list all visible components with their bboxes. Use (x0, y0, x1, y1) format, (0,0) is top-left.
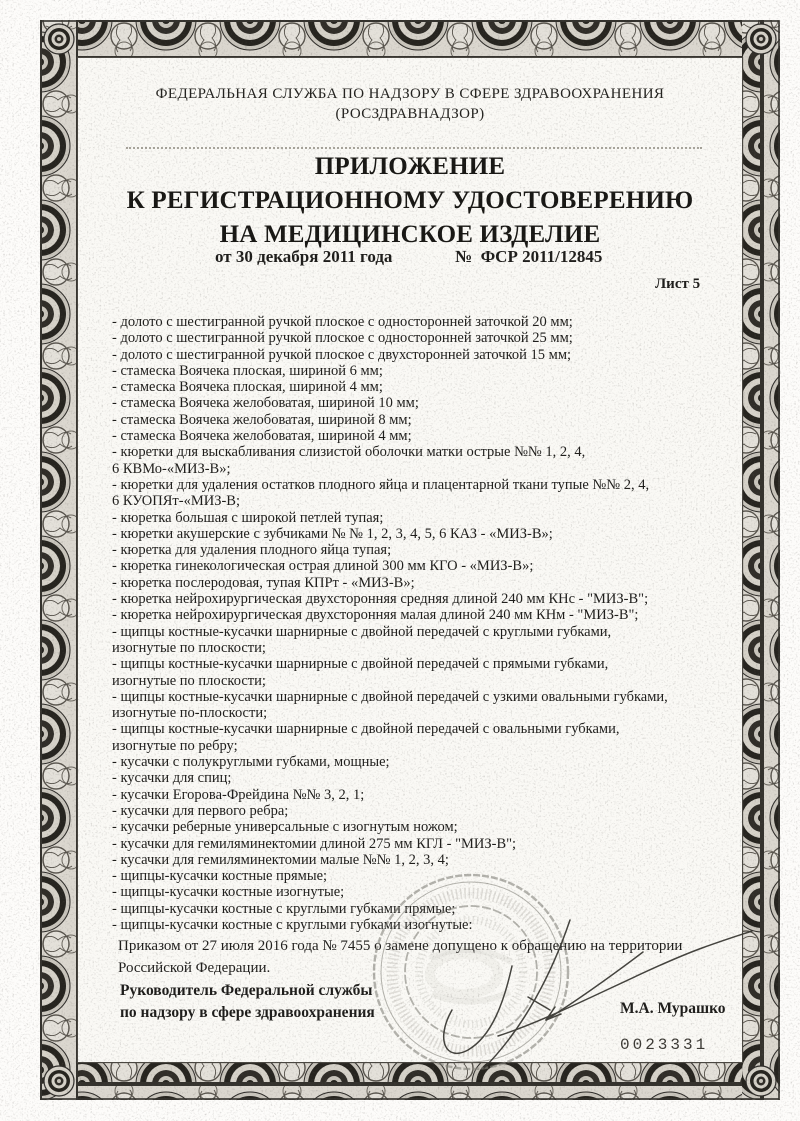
dotted-separator (126, 147, 702, 149)
device-list-line: - кусачки Егорова-Фрейдина №№ 3, 2, 1; (112, 786, 365, 803)
order-paragraph-line1: Приказом от 27 июля 2016 года № 7455 о замене допущено к обращению на территории (118, 938, 683, 954)
device-list-line: - кюретка послеродовая, тупая КПРт - «МИЗ-В»; (112, 574, 415, 591)
registration-number: № ФСР 2011/12845 (455, 247, 603, 266)
agency-shortname-line: (РОСЗДРАВНАДЗОР) (335, 106, 485, 122)
device-list-line: - стамеска Воячека желобоватая, шириной 8 мм; (112, 411, 412, 428)
agency-name-line: ФЕДЕРАЛЬНАЯ СЛУЖБА ПО НАДЗОРУ В СФЕРЕ ЗДРАВООХРАНЕНИЯ (155, 86, 665, 102)
signer-title (120, 980, 375, 1024)
device-list-line: - стамеска Воячека плоская, шириной 6 мм; (112, 362, 383, 379)
device-list-line: - стамеска Воячека желобоватая, шириной 10 мм; (112, 395, 419, 412)
device-list-line: - долото с шестигранной ручкой плоское с односторонней заточкой 25 мм; (112, 330, 573, 347)
device-list-line: - щипцы костные-кусачки шарнирные с двойной передачей с прямыми губками, (112, 656, 609, 673)
device-list-line: - кюретка гинекологическая острая длиной 300 мм КГО - «МИЗ-В»; (112, 558, 534, 575)
doc-title-line2: К РЕГИСТРАЦИОННОМУ УДОСТОВЕРЕНИЮ (126, 187, 694, 214)
device-list-line: изогнутые по плоскости; (112, 639, 266, 656)
device-list-line: - кусачки реберные универсальные с изогнутым ножом; (112, 819, 458, 836)
sheet-number: Лист 5 (655, 276, 701, 292)
order-paragraph-line2: Российской Федерации. (118, 959, 271, 976)
device-list-line: - кюретки для удаления остатков плодного яйца и плацентарной ткани тупые №№ 2, 4, (112, 476, 650, 493)
device-list-line: - щипцы костные-кусачки шарнирные с двойной передачей с узкими овальными губками, (112, 688, 668, 705)
device-list-line: - кюретки для выскабливания слизистой оболочки матки острые №№ 1, 2, 4, (112, 444, 586, 461)
device-list-line: - кюретки акушерские с зубчиками № № 1, 2, 3, 4, 5, 6 КАЗ - «МИЗ-В»; (112, 525, 553, 542)
order-paragraph (118, 936, 682, 979)
device-list-line: 6 КУОПЯт-«МИЗ-В; (112, 493, 240, 510)
device-list-line: - стамеска Воячека желобоватая, шириной 4 мм; (112, 428, 412, 445)
registration-date: от 30 декабря 2011 года (215, 247, 393, 266)
device-list-line: - щипцы-кусачки костные с круглыми губками прямые; (112, 900, 456, 917)
device-list-line: - кусачки с полукруглыми губками, мощные; (112, 754, 390, 771)
document-page (78, 58, 742, 1062)
form-number: 0023331 (620, 1036, 709, 1054)
device-list-line: - долото с шестигранной ручкой плоское с двухсторонней заточкой 15 мм; (112, 346, 572, 363)
device-list-line: - кюретка для удаления плодного яйца тупая; (112, 542, 392, 559)
device-list-line: - кюретка нейрохирургическая двухсторонняя малая длиной 240 мм КНм - "МИЗ-В"; (112, 607, 639, 624)
doc-title-line1: ПРИЛОЖЕНИЕ (314, 153, 506, 180)
device-list-line: - щипцы костные-кусачки шарнирные с двойной передачей с овальными губками, (112, 721, 620, 738)
device-list-line: - кусачки для спиц; (112, 770, 232, 787)
device-list-line: - кусачки для гемиляминектомии малые №№ 1, 2, 3, 4; (112, 851, 449, 868)
device-list-line: - кусачки для первого ребра; (112, 802, 289, 819)
device-list-line: - кюретка большая с широкой петлей тупая; (112, 509, 384, 526)
device-list-line: изогнутые по-плоскости; (112, 705, 268, 722)
device-list-line: - щипцы-кусачки костные прямые; (112, 868, 328, 885)
device-list-line: - долото с шестигранной ручкой плоское с односторонней заточкой 20 мм; (112, 314, 573, 330)
device-list-line: изогнутые по плоскости; (112, 672, 266, 689)
device-list-line: 6 КВМо-«МИЗ-В»; (112, 460, 231, 477)
device-list-line: - кюретка нейрохирургическая двухсторонняя средняя длиной 240 мм КНс - "МИЗ-В"; (112, 591, 649, 608)
signer-title-line2: по надзору в сфере здравоохранения (120, 1004, 375, 1021)
signer-title-line1: Руководитель Федеральной службы (120, 982, 373, 999)
device-list-line: изогнутые по ребру; (112, 737, 238, 754)
doc-title-line3: НА МЕДИЦИНСКОЕ ИЗДЕЛИЕ (219, 221, 601, 248)
device-list-line: - щипцы-кусачки костные с круглыми губками изогнутые: (112, 916, 473, 933)
device-list-line: - стамеска Воячека плоская, шириной 4 мм; (112, 379, 383, 396)
device-list (112, 314, 668, 933)
device-list-line: - щипцы костные-кусачки шарнирные с двойной передачей с круглыми губками, (112, 623, 612, 640)
device-list-line: - кусачки для гемиляминектомии длиной 275 мм КГЛ - "МИЗ-В"; (112, 835, 517, 852)
signer-name: М.А. Мурашко (620, 1000, 726, 1017)
device-list-line: - щипцы-кусачки костные изогнутые; (112, 884, 345, 901)
